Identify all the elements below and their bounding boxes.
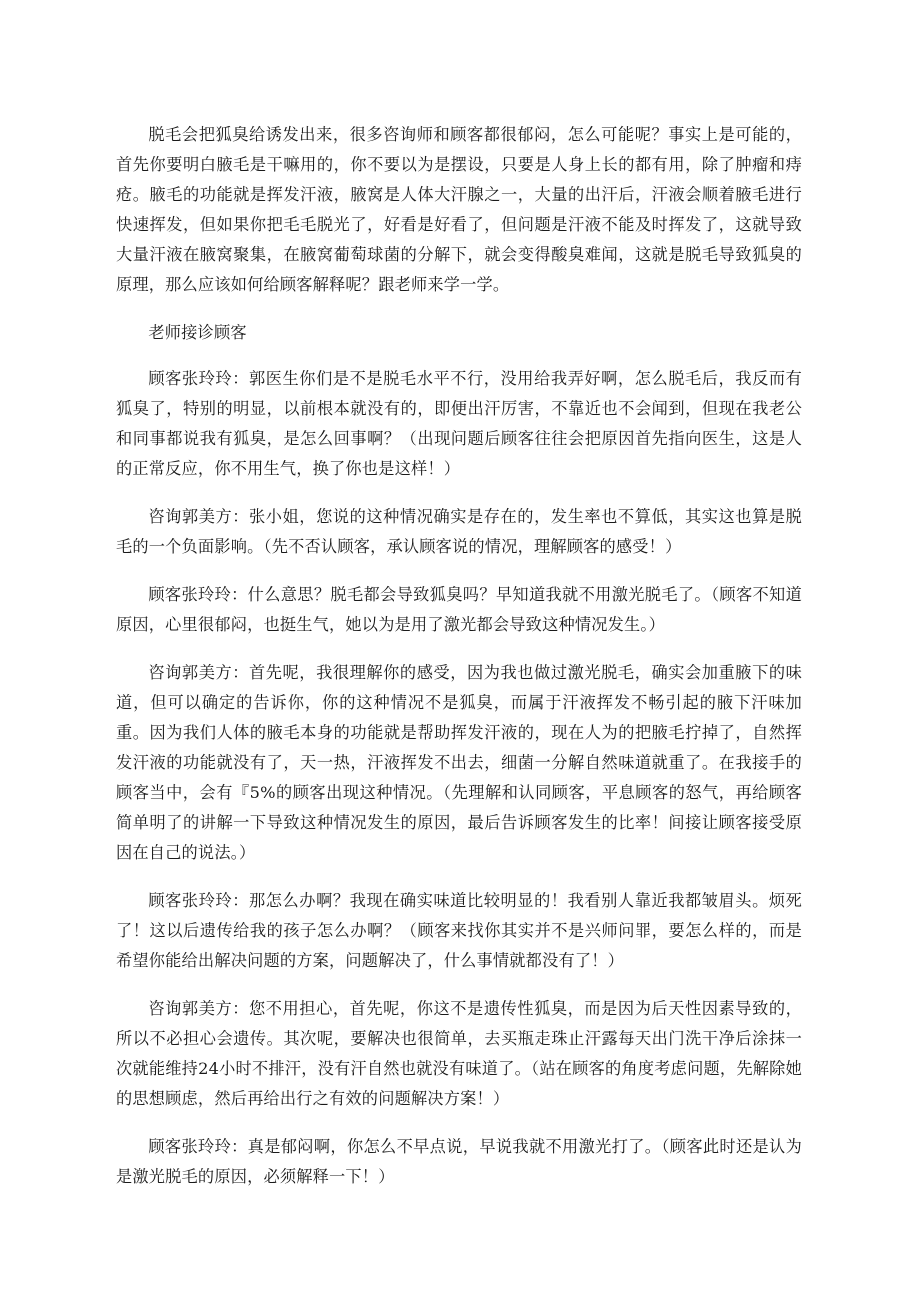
section-heading: 老师接诊顾客 [148, 323, 247, 342]
intro-paragraph: 脱毛会把狐臭给诱发出来，很多咨询师和顾客都很郁闷，怎么可能呢？事实上是可能的，首先你要明白腋毛是干嘛用的，你不要以为是摆设，只要是人身上长的都有用，除了肿瘤和痔疮。腋毛的功能就是挥发汗液，腋窝是人体大汗腺之一，大量的出汗后，汗液会顺着腋毛进行快速挥发，但如果你把毛毛脱光了，好看是好看了，但问题是汗液不能及时挥发了，这就导致大量汗液在腋窝聚集，在腋窝葡萄球菌的分解下，就会变得酸臭难闻，这就是脱毛导致狐臭的原理，那么应该如何给顾客解释呢？跟老师来学一学。 [116, 125, 802, 294]
dialogue-paragraph: 咨询郭美方：张小姐，您说的这种情况确实是存在的，发生率也不算低，其实这也算是脱毛的一个负面影响。（先不否认顾客，承认顾客说的情况，理解顾客的感受！） [116, 507, 802, 556]
dialogue-paragraph: 顾客张玲玲：什么意思？脱毛都会导致狐臭吗？早知道我就不用激光脱毛了。（顾客不知道原因，心里很郁闷，也挺生气，她以为是用了激光都会导致这种情况发生。） [116, 585, 802, 634]
document-page [116, 120, 802, 1210]
dialogue-paragraph: 顾客张玲玲：那怎么办啊？我现在确实味道比较明显的！我看别人靠近我都皱眉头。烦死了！这以后遗传给我的孩子怎么办啊？（顾客来找你其实并不是兴师问罪，要怎么样的，而是希望你能给出解决问题的方案，问题解决了，什么事情就都没有了！） [116, 891, 802, 970]
dialogue-paragraph: 咨询郭美方：首先呢，我很理解你的感受，因为我也做过激光脱毛，确实会加重腋下的味道，但可以确定的告诉你，你的这种情况不是狐臭，而属于汗液挥发不畅引起的腋下汗味加重。因为我们人体的腋毛本身的功能就是帮助挥发汗液的，现在人为的把腋毛拧掉了，自然挥发汗液的功能就没有了，天一热，汗液挥发不出去，细菌一分解自然味道就重了。在我接手的顾客当中，会有『5%的顾客出现这种情况。（先理解和认同顾客，平息顾客的怒气，再给顾客简单明了的讲解一下导致这种情况发生的原因，最后告诉顾客发生的比率！间接让顾客接受原因在自己的说法。） [116, 663, 802, 862]
dialogue-paragraph: 咨询郭美方：您不用担心，首先呢，你这不是遗传性狐臭，而是因为后天性因素导致的，所以不必担心会遗传。其次呢，要解决也很简单，去买瓶走珠止汗露每天出门洗干净后涂抹一次就能维持24小时不排汗，没有汗自然也就没有味道了。（站在顾客的角度考虑问题，先解除她的思想顾虑，然后再给出行之有效的问题解决方案！） [116, 999, 802, 1108]
dialogue-paragraph: 顾客张玲玲：真是郁闷啊，你怎么不早点说，早说我就不用激光打了。（顾客此时还是认为是激光脱毛的原因，必须解释一下！） [116, 1137, 802, 1186]
dialogue-paragraph: 顾客张玲玲：郭医生你们是不是脱毛水平不行，没用给我弄好啊，怎么脱毛后，我反而有狐臭了，特别的明显，以前根本就没有的，即便出汗厉害，不靠近也不会闻到，但现在我老公和同事都说我有狐臭，是怎么回事啊？（出现问题后顾客往往会把原因首先指向医生，这是人的正常反应，你不用生气，换了你也是这样！） [116, 369, 802, 478]
